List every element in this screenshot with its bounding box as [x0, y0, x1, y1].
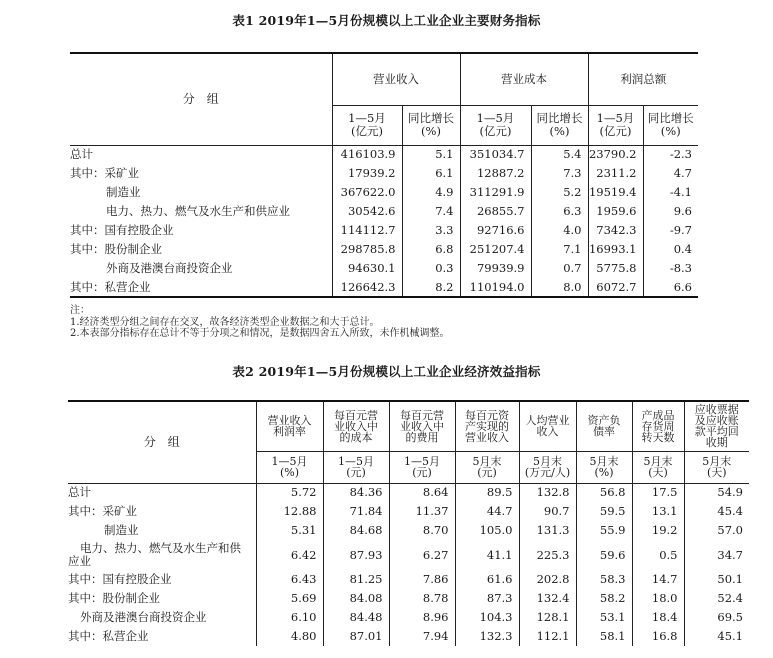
cell: 59.5 [576, 502, 632, 521]
cell: -9.7 [643, 221, 698, 240]
row-label: 外商及港澳台商投资企业 [80, 610, 207, 624]
table-row [68, 521, 749, 540]
table1-subheader-growth: 同比增长 (%) [643, 105, 698, 145]
cell: 126642.3 [332, 278, 402, 297]
cell: 6.42 [256, 540, 323, 570]
cell: 131.3 [519, 521, 576, 540]
cell: 7342.3 [588, 221, 643, 240]
table-row [68, 502, 749, 521]
cell: 17939.2 [332, 164, 402, 183]
row-label: 其中：私营企业 [70, 278, 332, 297]
cell: 5.1 [402, 145, 460, 164]
cell: 12887.2 [460, 164, 531, 183]
cell: 58.3 [576, 570, 632, 589]
table1-subheader-growth: 同比增长 (%) [531, 105, 588, 145]
row-label: 其中：采矿业 [70, 166, 139, 180]
cell: 87.3 [455, 589, 519, 608]
cell: 13.1 [632, 502, 684, 521]
note-line: 2.本表部分指标存在总计不等于分项之和情况，是数据四舍五入所致，未作机械调整。 [70, 328, 450, 339]
cell: 84.68 [323, 521, 389, 540]
table2-col-header: 应收票据 及应收账 款平均回 收期 [684, 401, 749, 451]
cell: 132.3 [455, 627, 519, 646]
cell: 416103.9 [332, 145, 402, 164]
cell: 105.0 [455, 521, 519, 540]
row-label: 其中：私营企业 [68, 629, 149, 643]
cell: 1959.6 [588, 202, 643, 221]
table-row [68, 589, 749, 608]
table-row [68, 540, 749, 570]
cell: 8.64 [389, 483, 455, 502]
row-label: 其中：采矿业 [68, 504, 137, 518]
cell: 30542.6 [332, 202, 402, 221]
table-row [70, 183, 698, 202]
row-label: 电力、热力、燃气及水生产和供 应业 [68, 541, 241, 568]
cell: 18.4 [632, 608, 684, 627]
cell: 71.84 [323, 502, 389, 521]
cell: 52.4 [684, 589, 749, 608]
row-label: 外商及港澳台商投资企业 [106, 261, 233, 275]
cell: 9.6 [643, 202, 698, 221]
cell: 18.0 [632, 589, 684, 608]
table2-col-unit: 5月末 (天) [632, 451, 684, 483]
table2-title: 表2 2019年1—5月份规模以上工业企业经济效益指标 [232, 364, 541, 379]
table-row [70, 240, 698, 259]
cell: 41.1 [455, 540, 519, 570]
cell: 6.43 [256, 570, 323, 589]
cell: 59.6 [576, 540, 632, 570]
note-line: 1.经济类型分组之间存在交叉，故各经济类型企业数据之和大于总计。 [70, 316, 380, 328]
table1-subheader-period: 1—5月 (亿元) [588, 105, 643, 145]
table1-notes [70, 305, 450, 340]
cell: 128.1 [519, 608, 576, 627]
cell: 5.2 [531, 183, 588, 202]
cell: 0.3 [402, 259, 460, 278]
cell: 7.1 [531, 240, 588, 259]
cell: 2311.2 [588, 164, 643, 183]
cell: 61.6 [455, 570, 519, 589]
cell: 7.4 [402, 202, 460, 221]
cell: 58.2 [576, 589, 632, 608]
cell: 0.4 [643, 240, 698, 259]
cell: 104.3 [455, 608, 519, 627]
table2-col-header: 产成品 存货周 转天数 [632, 401, 684, 451]
table1 [70, 52, 698, 298]
table2-col-header: 营业收入 利润率 [256, 401, 323, 451]
cell: 84.48 [323, 608, 389, 627]
row-label: 其中：国有控股企业 [68, 572, 172, 586]
cell: 45.1 [684, 627, 749, 646]
cell: 6.10 [256, 608, 323, 627]
cell: 6.27 [389, 540, 455, 570]
cell: 16.8 [632, 627, 684, 646]
cell: 50.1 [684, 570, 749, 589]
cell: 26855.7 [460, 202, 531, 221]
table1-group-header: 分 组 [70, 53, 332, 145]
cell: 79939.9 [460, 259, 531, 278]
cell: 351034.7 [460, 145, 531, 164]
cell: 19519.4 [588, 183, 643, 202]
cell: 69.5 [684, 608, 749, 627]
cell: 202.8 [519, 570, 576, 589]
table2-col-header: 每百元营 业收入中 的成本 [323, 401, 389, 451]
table2-col-unit: 1—5月 (元) [323, 451, 389, 483]
cell: 4.80 [256, 627, 323, 646]
cell: 14.7 [632, 570, 684, 589]
table-row [68, 608, 749, 627]
cell: 6.8 [402, 240, 460, 259]
cell: 11.37 [389, 502, 455, 521]
cell: 7.86 [389, 570, 455, 589]
cell: 55.9 [576, 521, 632, 540]
table-row [70, 202, 698, 221]
cell: 54.9 [684, 483, 749, 502]
table1-header-revenue: 营业收入 [332, 53, 460, 105]
cell: 23790.2 [588, 145, 643, 164]
cell: 8.78 [389, 589, 455, 608]
cell: 84.08 [323, 589, 389, 608]
cell: 5.72 [256, 483, 323, 502]
table2 [68, 400, 749, 646]
table-row [68, 570, 749, 589]
cell: 6.6 [643, 278, 698, 297]
table2-col-unit: 5月末 (万元/人) [519, 451, 576, 483]
cell: 114112.7 [332, 221, 402, 240]
table2-col-unit: 5月末 (元) [455, 451, 519, 483]
row-label: 其中：国有控股企业 [70, 223, 174, 237]
table2-col-unit: 5月末 (天) [684, 451, 749, 483]
cell: 367622.0 [332, 183, 402, 202]
table1-header-cost: 营业成本 [460, 53, 588, 105]
row-label: 电力、热力、燃气及水生产和供应业 [106, 204, 290, 218]
cell: 7.3 [531, 164, 588, 183]
cell: 112.1 [519, 627, 576, 646]
table2-col-header: 每百元营 业收入中 的费用 [389, 401, 455, 451]
cell: 45.4 [684, 502, 749, 521]
cell: 87.93 [323, 540, 389, 570]
table2-col-header: 资产负 债率 [576, 401, 632, 451]
cell: 225.3 [519, 540, 576, 570]
cell: -4.1 [643, 183, 698, 202]
cell: 19.2 [632, 521, 684, 540]
row-label: 总计 [70, 147, 93, 162]
table-row [70, 221, 698, 240]
row-label: 制造业 [106, 185, 141, 199]
cell: 8.96 [389, 608, 455, 627]
cell: 6.1 [402, 164, 460, 183]
table-row [70, 259, 698, 278]
cell: 4.0 [531, 221, 588, 240]
table1-subheader-period: 1—5月 (亿元) [332, 105, 402, 145]
cell: 4.7 [643, 164, 698, 183]
cell: 92716.6 [460, 221, 531, 240]
table1-title: 表1 2019年1—5月份规模以上工业企业主要财务指标 [232, 13, 541, 28]
cell: 8.0 [531, 278, 588, 297]
cell: 57.0 [684, 521, 749, 540]
cell: 94630.1 [332, 259, 402, 278]
table2-col-unit: 1—5月 (元) [389, 451, 455, 483]
cell: 110194.0 [460, 278, 531, 297]
table-row [70, 278, 698, 297]
cell: 6.3 [531, 202, 588, 221]
cell: 12.88 [256, 502, 323, 521]
table1-subheader-period: 1—5月 (亿元) [460, 105, 531, 145]
cell: 8.2 [402, 278, 460, 297]
cell: 132.8 [519, 483, 576, 502]
table2-col-header: 每百元资 产实现的 营业收入 [455, 401, 519, 451]
table2-group-header: 分 组 [68, 401, 256, 483]
table-row [68, 483, 749, 502]
table-row [68, 627, 749, 646]
cell: 6072.7 [588, 278, 643, 297]
row-label: 总计 [68, 485, 91, 500]
row-label: 其中：股份制企业 [70, 242, 162, 256]
cell: 298785.8 [332, 240, 402, 259]
table2-col-unit: 1—5月 (%) [256, 451, 323, 483]
cell: 5775.8 [588, 259, 643, 278]
cell: 0.5 [632, 540, 684, 570]
cell: 58.1 [576, 627, 632, 646]
cell: 5.31 [256, 521, 323, 540]
row-label: 制造业 [104, 523, 139, 537]
cell: 5.4 [531, 145, 588, 164]
cell: 4.9 [402, 183, 460, 202]
table-row [70, 145, 698, 164]
cell: 89.5 [455, 483, 519, 502]
cell: 0.7 [531, 259, 588, 278]
cell: 3.3 [402, 221, 460, 240]
cell: 84.36 [323, 483, 389, 502]
cell: 87.01 [323, 627, 389, 646]
cell: 56.8 [576, 483, 632, 502]
cell: 311291.9 [460, 183, 531, 202]
cell: 17.5 [632, 483, 684, 502]
note-line: 注： [70, 305, 90, 316]
cell: 90.7 [519, 502, 576, 521]
cell: 44.7 [455, 502, 519, 521]
cell: 8.70 [389, 521, 455, 540]
table1-header-profit: 利润总额 [588, 53, 698, 105]
table-row [70, 164, 698, 183]
cell: 7.94 [389, 627, 455, 646]
cell: 251207.4 [460, 240, 531, 259]
table2-col-unit: 5月末 (%) [576, 451, 632, 483]
cell: -2.3 [643, 145, 698, 164]
cell: 132.4 [519, 589, 576, 608]
table2-col-header: 人均营业 收入 [519, 401, 576, 451]
cell: 81.25 [323, 570, 389, 589]
cell: 53.1 [576, 608, 632, 627]
cell: 34.7 [684, 540, 749, 570]
row-label: 其中：股份制企业 [68, 591, 160, 605]
table1-subheader-growth: 同比增长 (%) [402, 105, 460, 145]
cell: 16993.1 [588, 240, 643, 259]
cell: 5.69 [256, 589, 323, 608]
cell: -8.3 [643, 259, 698, 278]
